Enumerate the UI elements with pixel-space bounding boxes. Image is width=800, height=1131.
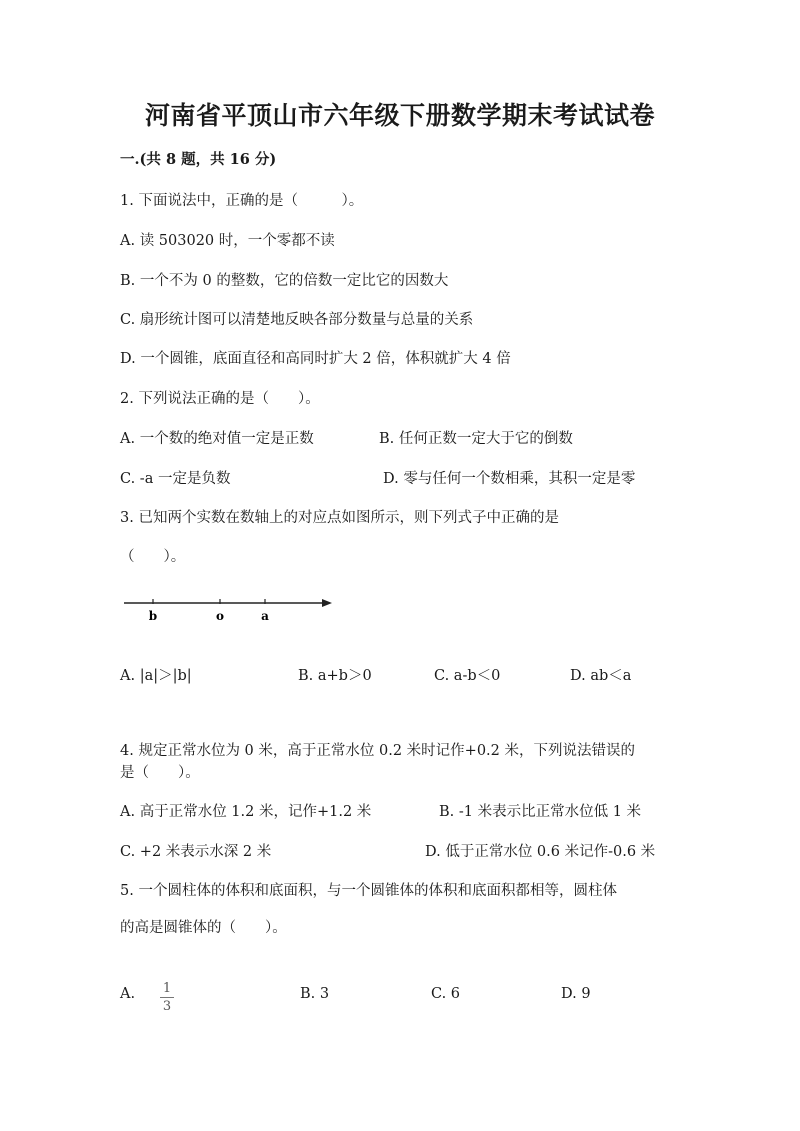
axis-label-b: b [148, 609, 158, 623]
axis-label-a: a [261, 609, 269, 623]
page-title: 河南省平顶山市六年级下册数学期末考试试卷 [144, 101, 655, 130]
q4-option-c[interactable]: C. +2 米表示水深 2 米 [120, 844, 272, 860]
q4-option-d[interactable]: D. 低于正常水位 0.6 米记作-0.6 米 [425, 844, 656, 860]
q2-option-b[interactable]: B. 任何正数一定大于它的倒数 [379, 431, 573, 447]
fraction-denominator: 3 [162, 999, 172, 1014]
q3-option-d[interactable]: D. ab＜a [570, 668, 632, 684]
q3-stem: 3. 已知两个实数在数轴上的对应点如图所示，则下列式子中正确的是 [120, 510, 559, 526]
q4-option-b[interactable]: B. -1 米表示比正常水位低 1 米 [439, 804, 642, 820]
q1-option-d[interactable]: D. 一个圆锥，底面直径和高同时扩大 2 倍，体积就扩大 4 倍 [120, 351, 511, 367]
q2-option-c[interactable]: C. -a 一定是负数 [120, 471, 231, 487]
number-line-figure [120, 596, 335, 626]
number-line-arrow-icon [322, 599, 332, 607]
q5-stem: 5. 一个圆柱体的体积和底面积，与一个圆锥体的体积和底面积都相等，圆柱体 [120, 883, 617, 899]
q5-option-a[interactable]: A. [120, 986, 136, 1002]
q4-stem: 4. 规定正常水位为 0 米，高于正常水位 0.2 米时记作+0.2 米，下列说法错误的 [120, 743, 635, 759]
q5-option-d[interactable]: D. 9 [561, 986, 591, 1002]
q5-option-c[interactable]: C. 6 [431, 986, 461, 1002]
q1-option-c[interactable]: C. 扇形统计图可以清楚地反映各部分数量与总量的关系 [120, 312, 474, 328]
q3-option-c[interactable]: C. a-b＜0 [434, 668, 501, 684]
q5-option-b[interactable]: B. 3 [300, 986, 330, 1002]
q2-stem: 2. 下列说法正确的是（ ）。 [120, 391, 320, 407]
q3-stem-blank: （ ）。 [120, 549, 186, 565]
q3-option-a[interactable]: A. |a|＞|b| [120, 668, 192, 684]
axis-label-o: o [215, 609, 225, 623]
q2-option-d[interactable]: D. 零与任何一个数相乘，其积一定是零 [383, 471, 636, 487]
q4-stem-blank: 是（ ）。 [120, 765, 200, 781]
fraction-bar [160, 997, 174, 998]
q5-stem-blank: 的高是圆锥体的（ ）。 [120, 920, 287, 936]
fraction-one-third [160, 982, 174, 1013]
q2-option-a[interactable]: A. 一个数的绝对值一定是正数 [120, 431, 314, 447]
q1-stem: 1. 下面说法中，正确的是（ ）。 [120, 193, 364, 209]
q4-option-a[interactable]: A. 高于正常水位 1.2 米，记作+1.2 米 [120, 804, 372, 820]
section-header: 一.(共 8 题，共 16 分) [120, 151, 277, 168]
q1-option-b[interactable]: B. 一个不为 0 的整数，它的倍数一定比它的因数大 [120, 273, 449, 289]
q1-option-a[interactable]: A. 读 503020 时，一个零都不读 [120, 233, 335, 249]
q3-option-b[interactable]: B. a+b＞0 [298, 668, 372, 684]
fraction-numerator: 1 [162, 981, 172, 996]
